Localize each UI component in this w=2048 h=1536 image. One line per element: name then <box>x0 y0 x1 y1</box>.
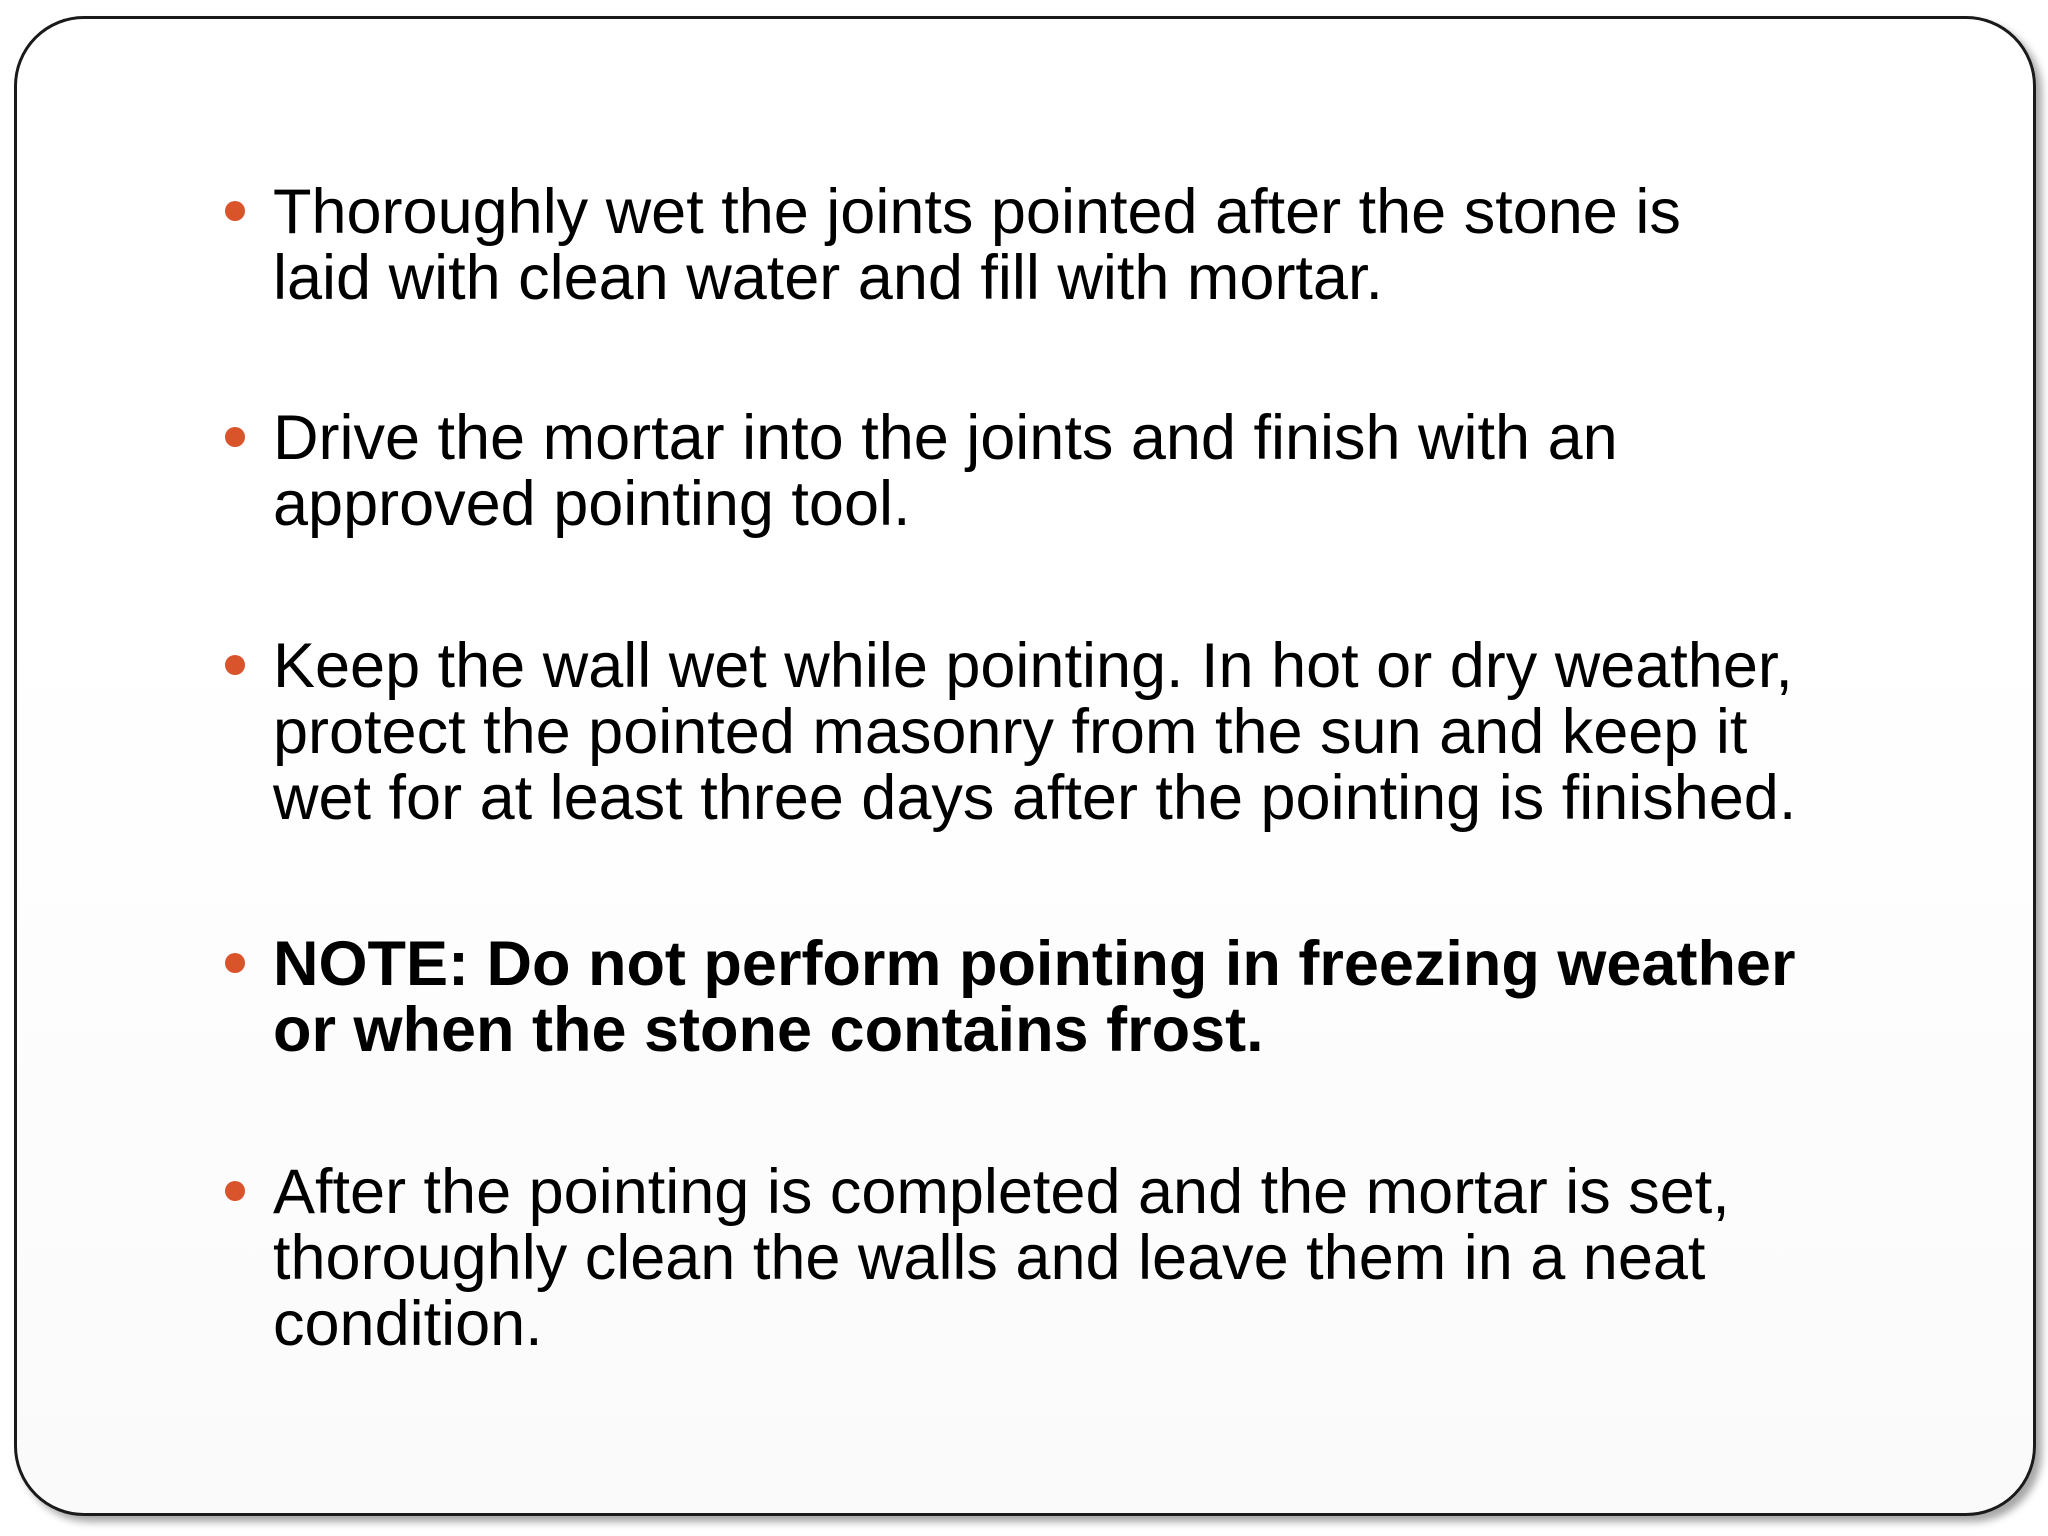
list-item <box>273 179 2013 311</box>
bullet-text: Drive the mortar into the joints and finish with an approved pointing tool. <box>273 403 1618 539</box>
bullet-list <box>17 19 2033 1513</box>
slide-frame <box>14 16 2036 1516</box>
list-item <box>273 633 2013 831</box>
bullet-dot-icon <box>225 1181 245 1201</box>
bullet-dot-icon <box>225 953 245 973</box>
note-text: NOTE: Do not perform pointing in freezing weather or when the stone contains frost. <box>273 929 1796 1065</box>
bullet-text: After the pointing is completed and the mortar is set, thoroughly clean the walls and leave them in a neat condition. <box>273 1157 1730 1359</box>
list-item <box>273 405 2013 537</box>
bullet-dot-icon <box>225 427 245 447</box>
list-item-note <box>273 931 2013 1063</box>
bullet-text: Keep the wall wet while pointing. In hot or dry weather, protect the pointed masonry from the sun and keep it wet for at least three days after the pointing is finished. <box>273 631 1797 833</box>
bullet-dot-icon <box>225 201 245 221</box>
bullet-text: Thoroughly wet the joints pointed after the stone is laid with clean water and fill with mortar. <box>273 177 1681 313</box>
bullet-dot-icon <box>225 655 245 675</box>
list-item <box>273 1159 2013 1357</box>
